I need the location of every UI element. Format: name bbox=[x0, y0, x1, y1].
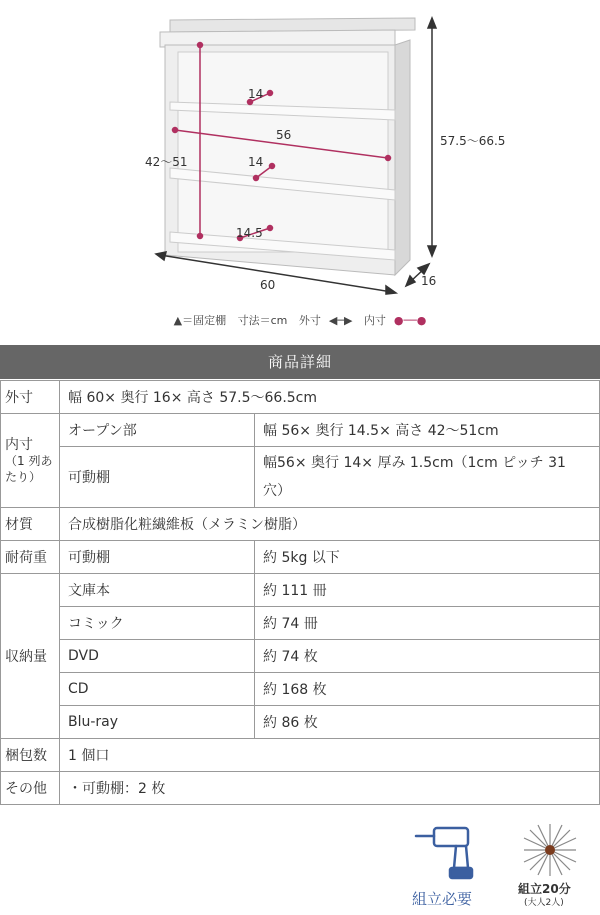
dim-inner-height: 42～51 bbox=[145, 155, 188, 169]
inner-label-cell bbox=[1, 414, 60, 508]
inner-label: 内寸 bbox=[5, 436, 33, 453]
capacity-item: 文庫本 bbox=[60, 574, 255, 607]
inner-dot-line-icon: ●──● bbox=[393, 314, 427, 327]
dimension-legend bbox=[0, 312, 600, 328]
package-value: 1 個口 bbox=[60, 739, 600, 772]
capacity-value: 約 74 枚 bbox=[255, 640, 600, 673]
dim-outer-width: 60 bbox=[260, 278, 276, 292]
assembly-required-badge: 組立必要 bbox=[412, 890, 473, 908]
section-header: 商品詳細 bbox=[0, 345, 600, 379]
capacity-label: 収納量 bbox=[1, 574, 60, 739]
legend-fixed-shelf: ▲＝固定棚 bbox=[173, 314, 227, 327]
table-row bbox=[1, 508, 600, 541]
table-row bbox=[1, 381, 600, 414]
table-row bbox=[1, 447, 600, 508]
capacity-value: 約 74 冊 bbox=[255, 607, 600, 640]
outer-label: 外寸 bbox=[1, 381, 60, 414]
dim-shelf-depth-1: 14 bbox=[248, 87, 264, 101]
dim-inner-width: 56 bbox=[276, 128, 292, 142]
capacity-item: Blu-ray bbox=[60, 706, 255, 739]
table-row bbox=[1, 574, 600, 607]
table-row bbox=[1, 607, 600, 640]
other-label: その他 bbox=[1, 772, 60, 805]
table-row bbox=[1, 772, 600, 805]
drill-icon bbox=[412, 822, 492, 882]
dim-bottom-depth: 14.5 bbox=[236, 226, 263, 240]
inner-note: （1 列あたり） bbox=[5, 453, 53, 484]
load-label: 耐荷重 bbox=[1, 541, 60, 574]
table-row bbox=[1, 414, 600, 447]
material-value: 合成樹脂化粧繊維板（メラミン樹脂） bbox=[60, 508, 600, 541]
shelf-diagram bbox=[0, 0, 600, 300]
load-sub: 可動棚 bbox=[60, 541, 255, 574]
table-row bbox=[1, 706, 600, 739]
dim-shelf-depth-2: 14 bbox=[248, 155, 264, 169]
load-value: 約 5kg 以下 bbox=[255, 541, 600, 574]
dim-outer-depth: 16 bbox=[421, 274, 437, 288]
material-label: 材質 bbox=[1, 508, 60, 541]
capacity-value: 約 168 枚 bbox=[255, 673, 600, 706]
package-label: 梱包数 bbox=[1, 739, 60, 772]
dim-outer-height: 57.5～66.5 bbox=[440, 134, 506, 148]
capacity-value: 約 86 枚 bbox=[255, 706, 600, 739]
capacity-item: DVD bbox=[60, 640, 255, 673]
table-row bbox=[1, 541, 600, 574]
outer-arrow-icon: ◀─▶ bbox=[328, 314, 353, 327]
other-value: ・可動棚：2 枚 bbox=[60, 772, 600, 805]
outer-value: 幅 60× 奥行 16× 高さ 57.5～66.5cm bbox=[60, 381, 600, 414]
assembly-people: (大人2人) bbox=[524, 898, 564, 908]
open-value: 幅 56× 奥行 14.5× 高さ 42～51cm bbox=[255, 414, 600, 447]
capacity-item: CD bbox=[60, 673, 255, 706]
table-row bbox=[1, 640, 600, 673]
legend-inner: 内寸 bbox=[363, 314, 386, 327]
assembly-time-icon bbox=[520, 822, 580, 878]
table-row bbox=[1, 673, 600, 706]
movable-label: 可動棚 bbox=[60, 447, 255, 508]
assembly-time: 組立20分 bbox=[518, 882, 571, 896]
legend-outer: 外寸 bbox=[298, 314, 321, 327]
table-row bbox=[1, 739, 600, 772]
movable-value: 幅56× 奥行 14× 厚み 1.5cm（1cm ピッチ 31 穴） bbox=[255, 447, 600, 508]
capacity-value: 約 111 冊 bbox=[255, 574, 600, 607]
assembly-badges bbox=[400, 822, 600, 912]
spec-table bbox=[0, 380, 600, 805]
capacity-item: コミック bbox=[60, 607, 255, 640]
open-label: オープン部 bbox=[60, 414, 255, 447]
legend-unit: 寸法＝cm bbox=[237, 314, 288, 327]
